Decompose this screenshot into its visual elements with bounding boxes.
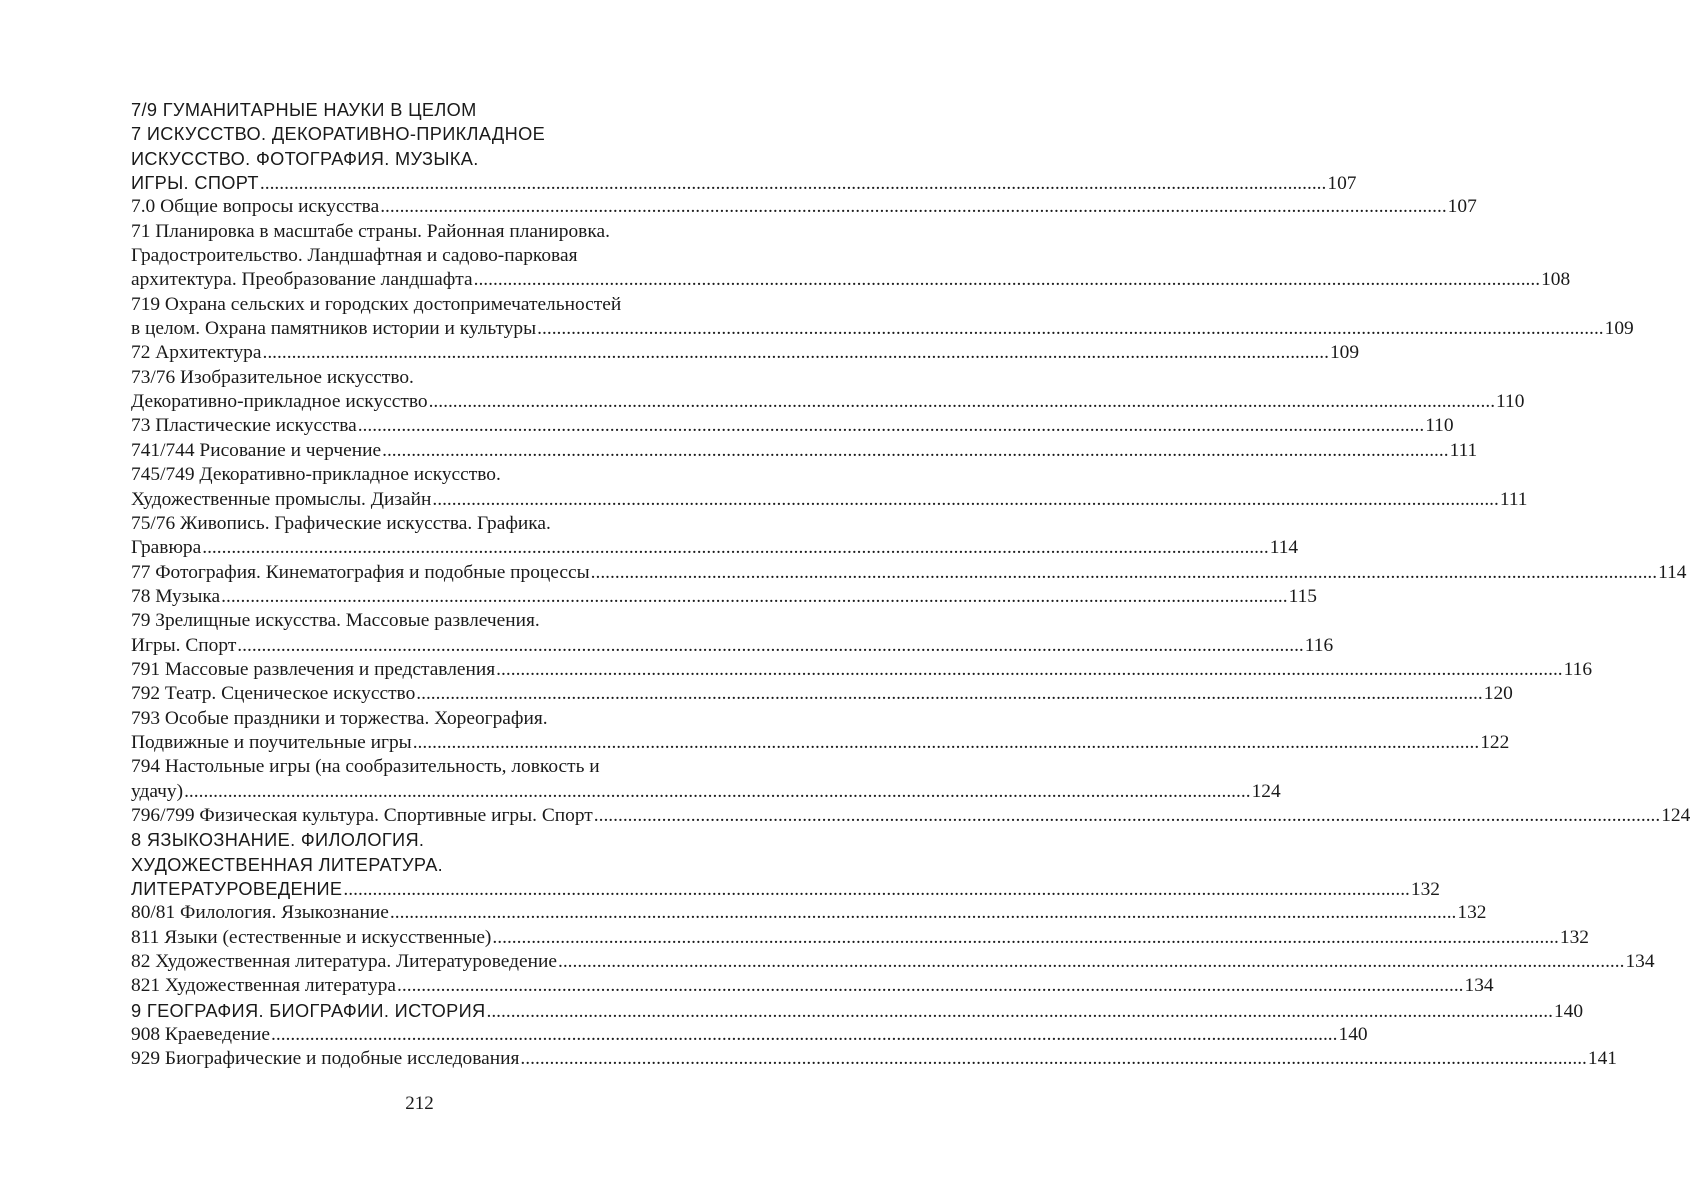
dot-leader: ............................................................................................................................................................................................................................ bbox=[343, 879, 1410, 900]
dot-leader: ............................................................................................................................................................................................................................ bbox=[428, 391, 1496, 413]
dot-leader: ............................................................................................................................................................................................................................ bbox=[357, 415, 1425, 437]
toc-entry-line bbox=[131, 293, 724, 317]
toc-entry-line bbox=[131, 268, 1571, 292]
toc-page-number: 111 bbox=[1499, 488, 1528, 510]
toc-entry-line bbox=[131, 780, 1281, 804]
toc-entry-line bbox=[131, 731, 1510, 755]
toc-entry-line bbox=[131, 585, 1317, 609]
toc-page-number: 120 bbox=[1483, 683, 1513, 705]
toc-page-number: 116 bbox=[1563, 658, 1593, 680]
toc-entry-line bbox=[131, 317, 1634, 341]
toc-entry-text: 80/81 Филология. Языкознание bbox=[131, 902, 389, 924]
toc-entry-text: Игры. Спорт bbox=[131, 634, 237, 656]
toc-entry-text: Градостроительство. Ландшафтная и садово-парковая bbox=[131, 245, 578, 267]
toc-entry-text: 791 Массовые развлечения и представления bbox=[131, 658, 496, 680]
toc-heading-line bbox=[131, 828, 724, 852]
toc-entry-text: 8 ЯЗЫКОЗНАНИЕ. ФИЛОЛОГИЯ. bbox=[131, 830, 425, 851]
dot-leader: ............................................................................................................................................................................................................................ bbox=[486, 1000, 1553, 1022]
toc-entry-line bbox=[131, 950, 1655, 974]
toc-page-number: 134 bbox=[1464, 975, 1494, 997]
toc-entry-line bbox=[131, 536, 1299, 560]
dot-leader: ............................................................................................................................................................................................................................ bbox=[184, 780, 1251, 802]
toc-entry-text: 929 Биографические и подобные исследования bbox=[131, 1048, 520, 1070]
dot-leader: ............................................................................................................................................................................................................................ bbox=[271, 1024, 1338, 1046]
toc-entry-line bbox=[131, 901, 1487, 925]
toc-entry-text: ХУДОЖЕСТВЕННАЯ ЛИТЕРАТУРА. bbox=[131, 854, 444, 875]
toc-entry-text: 7/9 ГУМАНИТАРНЫЕ НАУКИ В ЦЕЛОМ bbox=[131, 100, 477, 120]
toc-entry-text: 719 Охрана сельских и городских достопримечательностей bbox=[131, 293, 622, 315]
toc-heading-line bbox=[131, 999, 1584, 1023]
toc-entry-text: Подвижные и поучительные игры bbox=[131, 731, 412, 753]
toc-page-number: 141 bbox=[1587, 1048, 1617, 1070]
toc-entry-text: Декоративно-прикладное искусство bbox=[131, 391, 428, 413]
toc-entry-line bbox=[131, 512, 724, 536]
toc-entry-text: 7.0 Общие вопросы искусства bbox=[131, 196, 380, 218]
toc-entry-line bbox=[131, 974, 1494, 998]
toc-entry-text: Художественные промыслы. Дизайн bbox=[131, 488, 432, 510]
toc-entry-line bbox=[131, 220, 724, 244]
toc-entry-line bbox=[131, 561, 1687, 585]
dot-leader: ............................................................................................................................................................................................................................ bbox=[380, 196, 1447, 218]
toc-page-number: 110 bbox=[1496, 391, 1525, 413]
toc-entry-line bbox=[131, 609, 724, 633]
toc-entry-text: 72 Архитектура bbox=[131, 342, 262, 364]
toc-page-number: 122 bbox=[1480, 731, 1510, 753]
toc-entry-line bbox=[131, 658, 1593, 682]
toc-entry-text: 811 Языки (естественные и искусственные) bbox=[131, 926, 492, 948]
toc-entry-line bbox=[131, 244, 724, 268]
toc-entry-line bbox=[131, 439, 1478, 463]
dot-leader: ............................................................................................................................................................................................................................ bbox=[262, 342, 1329, 364]
dot-leader: ............................................................................................................................................................................................................................ bbox=[593, 804, 1661, 826]
dot-leader: ............................................................................................................................................................................................................................ bbox=[473, 269, 1541, 291]
toc-page-number: 132 bbox=[1559, 926, 1589, 948]
toc-entry-text: Гравюра bbox=[131, 537, 202, 559]
toc-entry-text: в целом. Охрана памятников истории и культуры bbox=[131, 318, 537, 340]
toc-page-number: 140 bbox=[1553, 1000, 1584, 1022]
dot-leader: ............................................................................................................................................................................................................................ bbox=[382, 439, 1449, 461]
dot-leader: ............................................................................................................................................................................................................................ bbox=[237, 634, 1304, 656]
toc-entry-line bbox=[131, 682, 1513, 706]
toc-page-number: 124 bbox=[1661, 804, 1690, 826]
toc-entry-text: 793 Особые праздники и торжества. Хореография. bbox=[131, 707, 548, 729]
toc-heading-line bbox=[131, 171, 1357, 195]
toc-entry-text: 75/76 Живопись. Графические искусства. Графика. bbox=[131, 512, 551, 534]
toc-page-number: 114 bbox=[1269, 537, 1299, 559]
toc-entry-line bbox=[131, 341, 1360, 365]
toc-entry-line bbox=[131, 926, 1589, 950]
toc-entry-text: 71 Планировка в масштабе страны. Районная планировка. bbox=[131, 220, 610, 242]
toc-entry-text: 796/799 Физическая культура. Спортивные игры. Спорт bbox=[131, 804, 593, 826]
toc-entry-text: 794 Настольные игры (на сообразительность, ловкость и bbox=[131, 756, 600, 778]
toc-entry-text: 792 Театр. Сценическое искусство bbox=[131, 683, 416, 705]
dot-leader: ............................................................................................................................................................................................................................ bbox=[537, 318, 1604, 340]
toc-page-number: 107 bbox=[1327, 173, 1357, 195]
toc-entry-line bbox=[131, 488, 1528, 512]
toc-entry-line bbox=[131, 804, 1690, 828]
dot-leader: ............................................................................................................................................................................................................................ bbox=[412, 731, 1480, 753]
toc-entry-text: ЛИТЕРАТУРОВЕДЕНИЕ bbox=[131, 879, 343, 899]
page-number: 212 bbox=[405, 1093, 434, 1114]
toc-entry-line bbox=[131, 390, 1525, 414]
toc-page-number: 109 bbox=[1329, 342, 1360, 364]
toc-entry-text: ИГРЫ. СПОРТ bbox=[131, 173, 259, 194]
toc-entry-text: 78 Музыка bbox=[131, 585, 221, 607]
toc-page-number: 115 bbox=[1288, 585, 1317, 607]
toc-entry-text: 908 Краеведение bbox=[131, 1024, 271, 1046]
toc-entry-line bbox=[131, 195, 1477, 219]
toc-page-number: 124 bbox=[1251, 780, 1281, 802]
dot-leader: ............................................................................................................................................................................................................................ bbox=[202, 537, 1269, 559]
dot-leader: ............................................................................................................................................................................................................................ bbox=[557, 951, 1625, 973]
toc-page-number: 108 bbox=[1541, 269, 1571, 291]
dot-leader: ............................................................................................................................................................................................................................ bbox=[432, 488, 1499, 510]
toc-entry-text: 79 Зрелищные искусства. Массовые развлечения. bbox=[131, 610, 540, 632]
dot-leader: ............................................................................................................................................................................................................................ bbox=[221, 585, 1288, 607]
dot-leader: ............................................................................................................................................................................................................................ bbox=[397, 975, 1464, 997]
dot-leader: ............................................................................................................................................................................................................................ bbox=[496, 658, 1563, 680]
dot-leader: ............................................................................................................................................................................................................................ bbox=[492, 926, 1559, 948]
dot-leader: ............................................................................................................................................................................................................................ bbox=[416, 683, 1483, 705]
toc-heading-line bbox=[131, 147, 724, 171]
toc-entry-line bbox=[131, 414, 1454, 438]
dot-leader: ............................................................................................................................................................................................................................ bbox=[590, 561, 1658, 583]
toc-entry-text: архитектура. Преобразование ландшафта bbox=[131, 269, 473, 291]
toc-heading-line bbox=[131, 877, 1440, 901]
toc-entry-text: 745/749 Декоративно-прикладное искусство. bbox=[131, 464, 501, 486]
toc-entry-line bbox=[131, 707, 724, 731]
toc-page-number: 111 bbox=[1449, 439, 1478, 461]
toc-entry-line bbox=[131, 755, 724, 779]
toc-entry-line bbox=[131, 1023, 1368, 1047]
table-of-contents bbox=[131, 98, 1690, 1072]
toc-entry-text: 7 ИСКУССТВО. ДЕКОРАТИВНО-ПРИКЛАДНОЕ bbox=[131, 124, 546, 145]
dot-leader: ............................................................................................................................................................................................................................ bbox=[389, 902, 1457, 924]
toc-entry-line bbox=[131, 366, 724, 390]
toc-entry-text: 9 ГЕОГРАФИЯ. БИОГРАФИИ. ИСТОРИЯ bbox=[131, 1000, 486, 1021]
toc-heading-line bbox=[131, 98, 724, 122]
toc-entry-text: 73 Пластические искусства bbox=[131, 415, 357, 437]
toc-page-number: 134 bbox=[1625, 951, 1655, 973]
toc-entry-line bbox=[131, 463, 724, 487]
dot-leader: ............................................................................................................................................................................................................................ bbox=[259, 173, 1327, 195]
toc-page-number: 132 bbox=[1410, 879, 1440, 900]
toc-page-number: 116 bbox=[1304, 634, 1334, 656]
toc-heading-line bbox=[131, 853, 724, 877]
toc-entry-line bbox=[131, 634, 1334, 658]
toc-entry-text: ИСКУССТВО. ФОТОГРАФИЯ. МУЗЫКА. bbox=[131, 148, 479, 169]
toc-entry-text: 77 Фотография. Кинематография и подобные процессы bbox=[131, 561, 590, 583]
toc-entry-line bbox=[131, 1047, 1617, 1071]
toc-page-number: 132 bbox=[1457, 902, 1487, 924]
dot-leader: ............................................................................................................................................................................................................................ bbox=[520, 1048, 1587, 1070]
toc-entry-text: 82 Художественная литература. Литературоведение bbox=[131, 951, 557, 973]
toc-heading-line bbox=[131, 122, 724, 146]
toc-entry-text: 73/76 Изобразительное искусство. bbox=[131, 366, 414, 388]
toc-entry-text: удачу) bbox=[131, 780, 184, 802]
toc-entry-text: 741/744 Рисование и черчение bbox=[131, 439, 382, 461]
toc-page-number: 140 bbox=[1338, 1024, 1368, 1046]
toc-page-number: 109 bbox=[1604, 318, 1634, 340]
toc-page-number: 114 bbox=[1658, 561, 1687, 583]
toc-entry-text: 821 Художественная литература bbox=[131, 975, 397, 997]
toc-page-number: 110 bbox=[1425, 415, 1454, 437]
toc-page-number: 107 bbox=[1447, 196, 1477, 218]
